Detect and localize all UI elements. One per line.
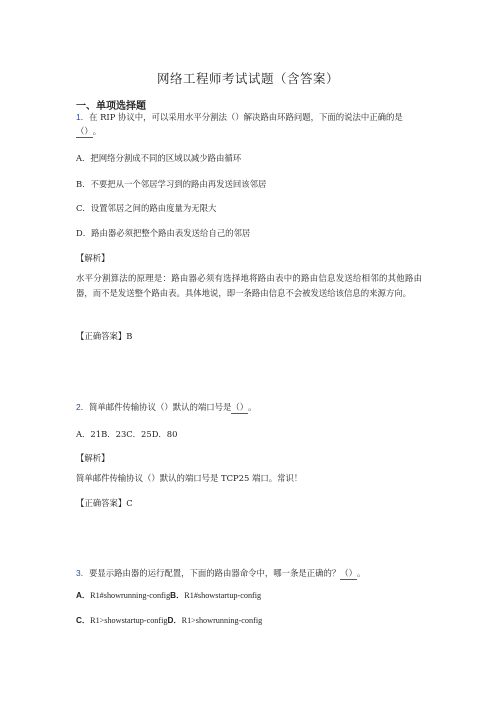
option-a-text: R1#showrunning-config (90, 591, 171, 600)
option-c-label: C． (76, 616, 91, 625)
answer-blank: （） (76, 126, 93, 136)
section-heading: 一、单项选择题 (76, 101, 146, 112)
question-1-analysis-text: 水平分割算法的原理是：路由器必须有选择地将路由表中的路由信息发送给相邻的其他路由器，而不是发送整个路由表。具体地说，即一条路由信息不会被发送给该信息的来源方向。 (76, 273, 422, 298)
question-1-option-b: B．不要把从一个邻居学习到的路由再发送回该邻居 (76, 179, 267, 189)
question-1-option-a: A．把网络分割成不同的区域以减少路由循环 (76, 153, 242, 163)
question-3-text: 要显示路由器的运行配置，下面的路由器命令中，哪一条是正确的？ (89, 568, 341, 578)
option-b-label: B． (170, 591, 185, 600)
option-a-label: A． (76, 591, 91, 600)
question-1-answer: 【正确答案】B (76, 331, 133, 341)
question-1-option-d: D．路由器必须把整个路由表发送给自己的邻居 (76, 228, 251, 238)
question-2-options: A．21B．23C．25D．80 (76, 429, 178, 439)
question-2-number: 2． (76, 402, 90, 412)
question-3-options-row-2 (76, 615, 262, 626)
question-1-analysis-label: 【解析】 (76, 253, 110, 263)
question-3-number: 3． (76, 568, 90, 578)
question-1-stem-cont (76, 124, 424, 139)
question-1-number: 1． (76, 112, 90, 122)
question-2-stem-end: 。 (248, 402, 257, 412)
question-3-stem-end: 。 (357, 568, 366, 578)
question-1-option-c: C．设置邻居之间的路由度量为无限大 (76, 203, 217, 213)
question-3-stem (76, 566, 424, 581)
question-2-analysis-label: 【解析】 (76, 453, 110, 463)
option-b-text: R1#showstartup-config (184, 591, 262, 600)
question-3-options-row-1 (76, 590, 261, 601)
question-1-stem-end: 。 (92, 126, 102, 136)
document-title: 网络工程师考试试题（含答案） (156, 71, 339, 86)
question-2-stem (76, 400, 424, 415)
option-d-label: D． (167, 616, 182, 625)
question-2-answer: 【正确答案】C (76, 498, 133, 508)
question-2-analysis-text: 简单邮件传输协议（）默认的端口号是 TCP25 端口。常识！ (76, 473, 303, 483)
option-c-text: R1>showstartup-config (90, 616, 168, 625)
question-1-stem (76, 110, 424, 125)
question-1-text: 在 RIP 协议中，可以采用水平分割法（）解决路由环路问题，下面的说法中正确的是 (89, 112, 403, 122)
option-d-text: R1>showrunning-config (181, 616, 263, 625)
answer-blank: （） (340, 568, 358, 578)
answer-blank: （） (231, 402, 249, 412)
question-2-text: 简单邮件传输协议（）默认的端口号是 (89, 402, 232, 412)
